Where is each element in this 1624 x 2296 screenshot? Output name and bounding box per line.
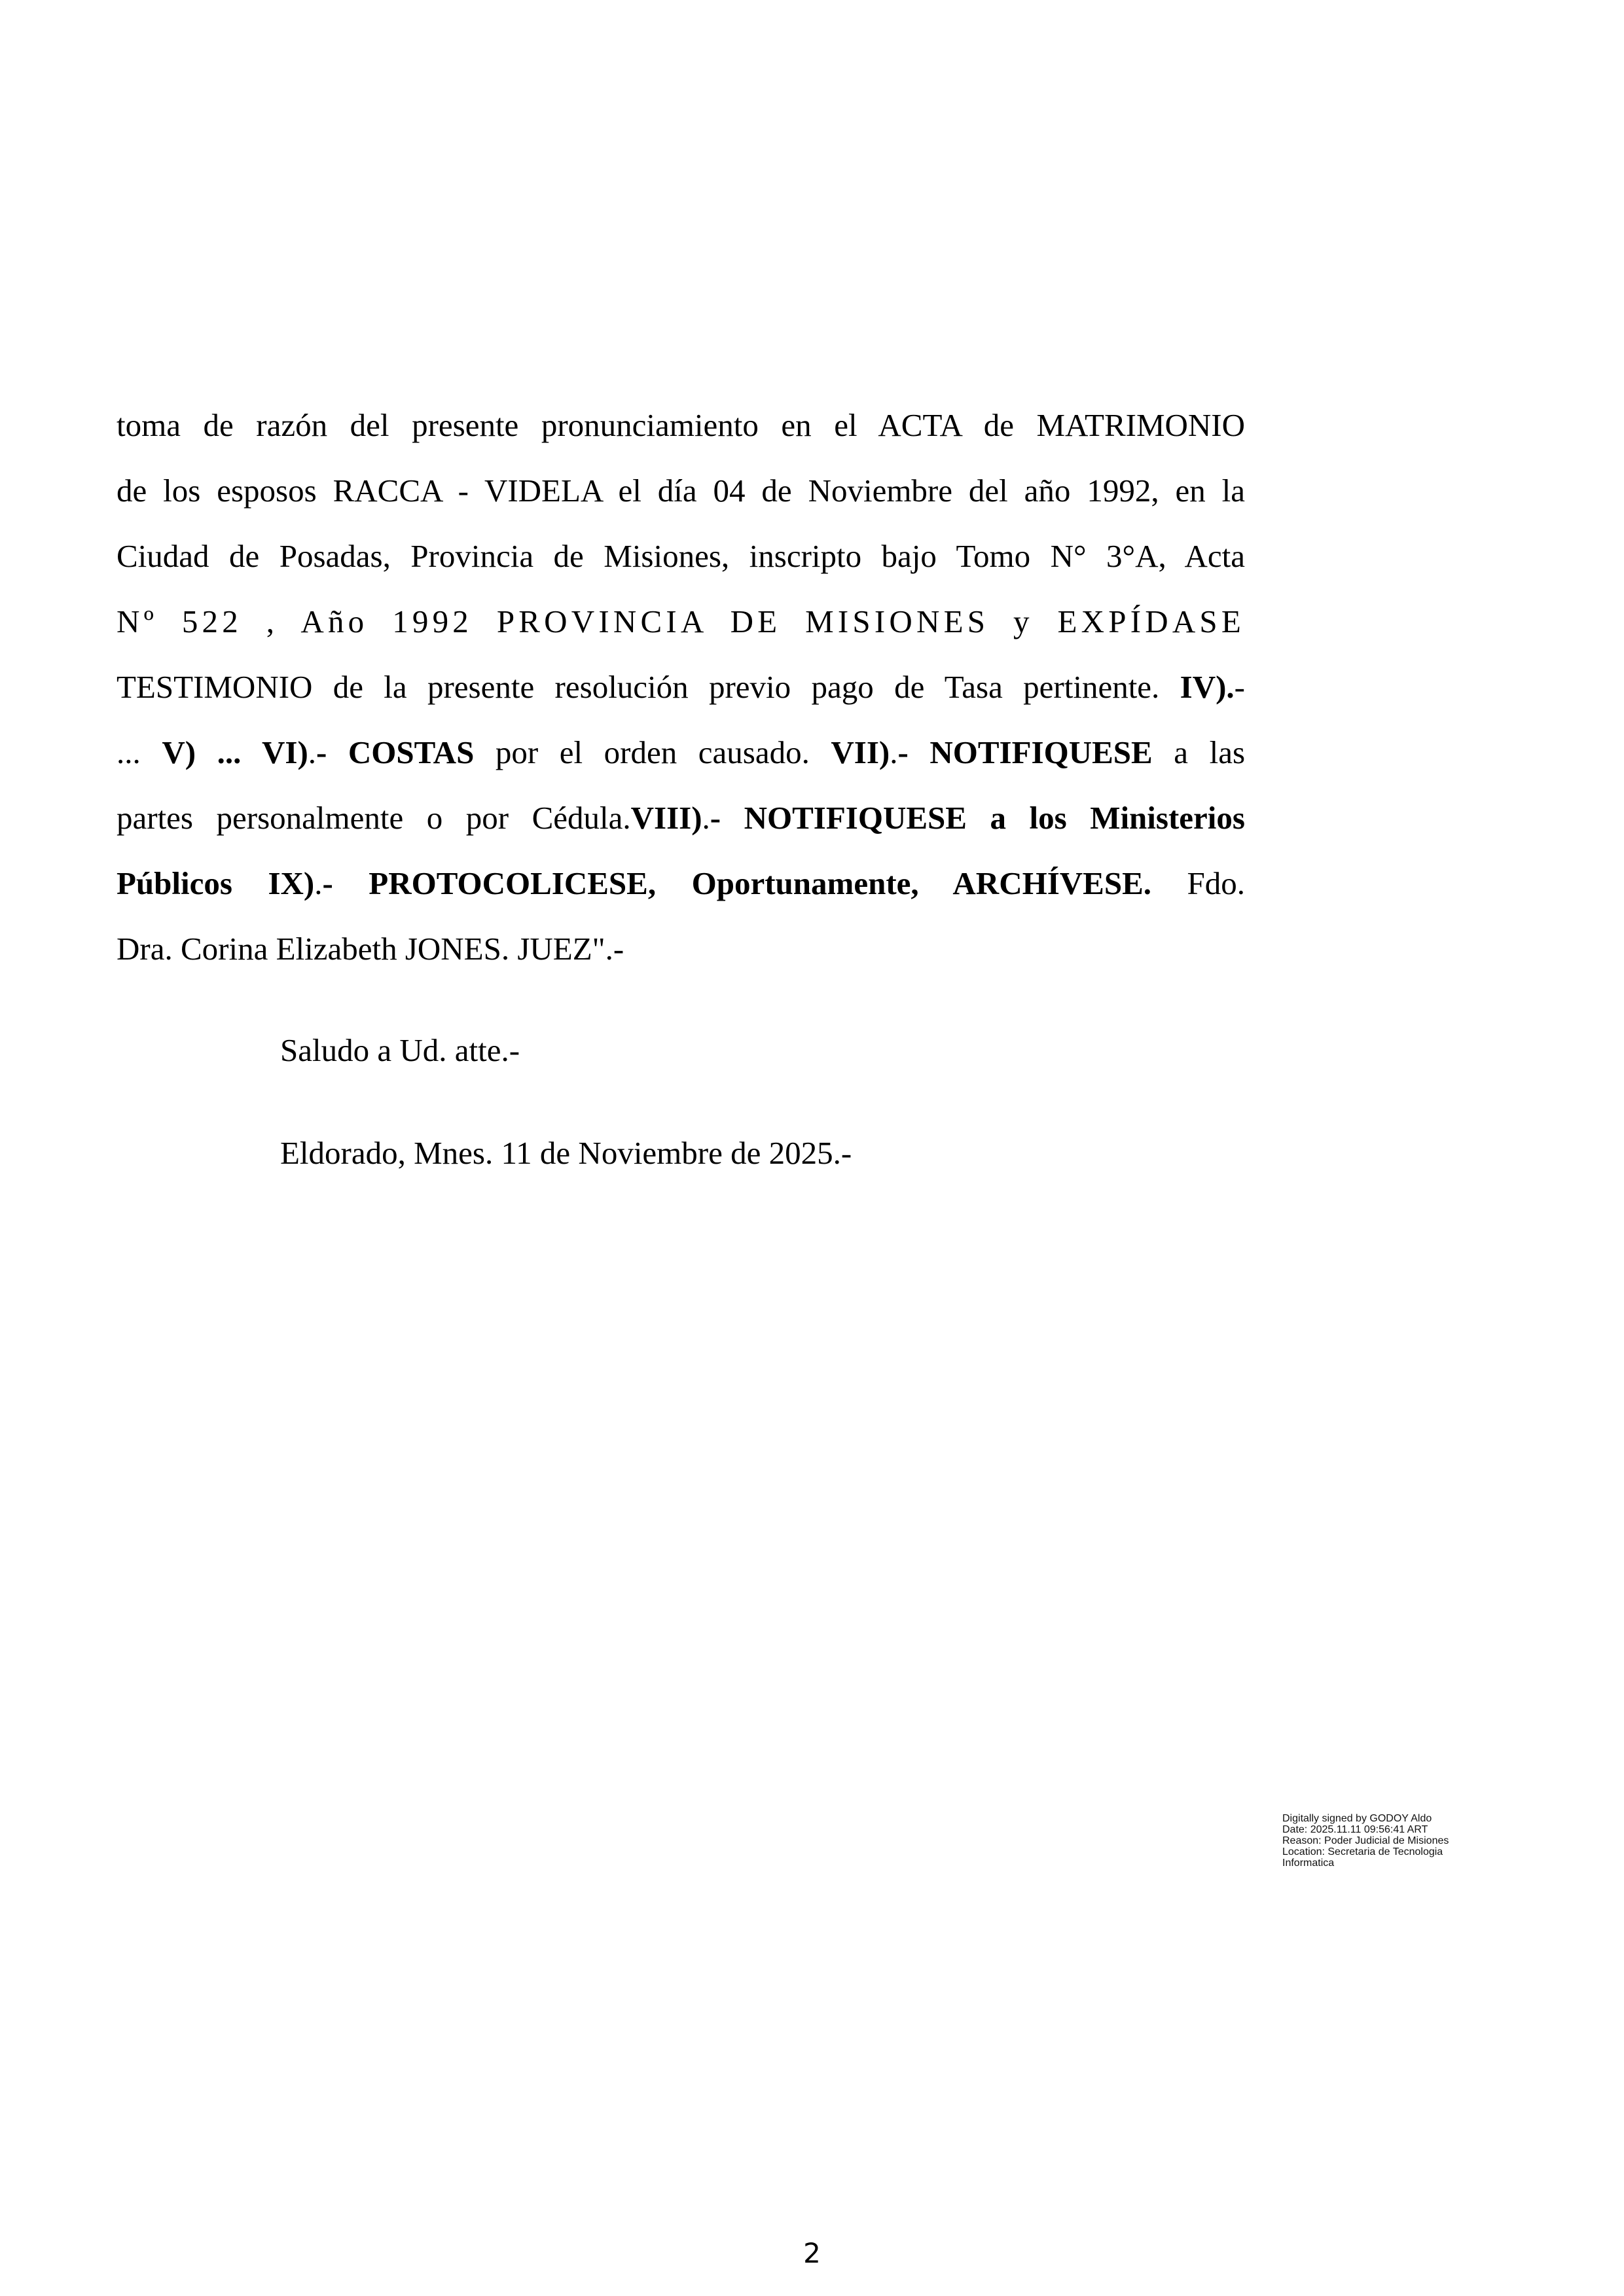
resolution-body [117, 393, 1245, 982]
body-line [117, 393, 1245, 458]
text-segment: Fdo. [1151, 865, 1245, 901]
text-segment: a las [1152, 734, 1246, 770]
text-segment: . [314, 865, 323, 901]
signature-reason: Reason: Poder Judicial de Misiones [1282, 1835, 1449, 1846]
body-line [117, 524, 1245, 589]
bold-text-segment: - NOTIFIQUESE [897, 734, 1153, 770]
text-segment: de los esposos RACCA - VIDELA el día 04 de Noviembre del año 1992, en la [117, 473, 1245, 509]
bold-text-segment: VII) [831, 734, 890, 770]
digital-signature-stamp [1282, 1813, 1492, 1869]
signature-date: Date: 2025.11.11 09:56:41 ART [1282, 1824, 1428, 1835]
body-line [117, 655, 1245, 720]
text-segment: por el orden causado. [474, 734, 831, 770]
body-line [117, 720, 1245, 785]
signature-location: Location: Secretaria de Tecnologia [1282, 1846, 1443, 1857]
text-segment: ... [117, 734, 162, 770]
body-line [117, 589, 1245, 655]
text-segment: - [1234, 669, 1245, 705]
signature-signer: Digitally signed by GODOY Aldo [1282, 1813, 1432, 1824]
bold-text-segment: Públicos IX) [117, 865, 315, 901]
text-segment: . [890, 734, 898, 770]
body-line [117, 458, 1245, 524]
bold-text-segment: - COSTAS [316, 734, 475, 770]
body-line [117, 785, 1245, 851]
text-segment: partes personalmente o por Cédula. [117, 800, 631, 836]
text-segment: Nº 522 , Año 1992 PROVINCIA DE MISIONES y EXPÍDASE [117, 603, 1245, 639]
page-number: 2 [803, 2237, 821, 2269]
text-segment: . [308, 734, 317, 770]
body-line [117, 851, 1245, 916]
bold-text-segment: - PROTOCOLICESE, Oportunamente, ARCHÍVESE. [322, 865, 1152, 901]
bold-text-segment: - NOTIFIQUESE a los Ministerios [710, 800, 1245, 836]
text-segment: TESTIMONIO de la presente resolución previo pago de Tasa pertinente. [117, 669, 1180, 705]
text-segment: . [702, 800, 710, 836]
signature-location-cont: Informatica [1282, 1857, 1335, 1869]
bold-text-segment: V) ... VI) [162, 734, 308, 770]
bold-text-segment: IV). [1180, 669, 1235, 705]
place-date: Eldorado, Mnes. 11 de Noviembre de 2025.- [280, 1135, 852, 1171]
text-segment: Ciudad de Posadas, Provincia de Misiones, inscripto bajo Tomo N° 3°A, Acta [117, 538, 1245, 574]
salutation: Saludo a Ud. atte.- [280, 1032, 520, 1068]
text-segment: Dra. Corina Elizabeth JONES. JUEZ".- [117, 931, 624, 967]
bold-text-segment: VIII) [630, 800, 702, 836]
text-segment: toma de razón del presente pronunciamiento en el ACTA de MATRIMONIO [117, 407, 1245, 443]
body-line [117, 916, 1245, 982]
